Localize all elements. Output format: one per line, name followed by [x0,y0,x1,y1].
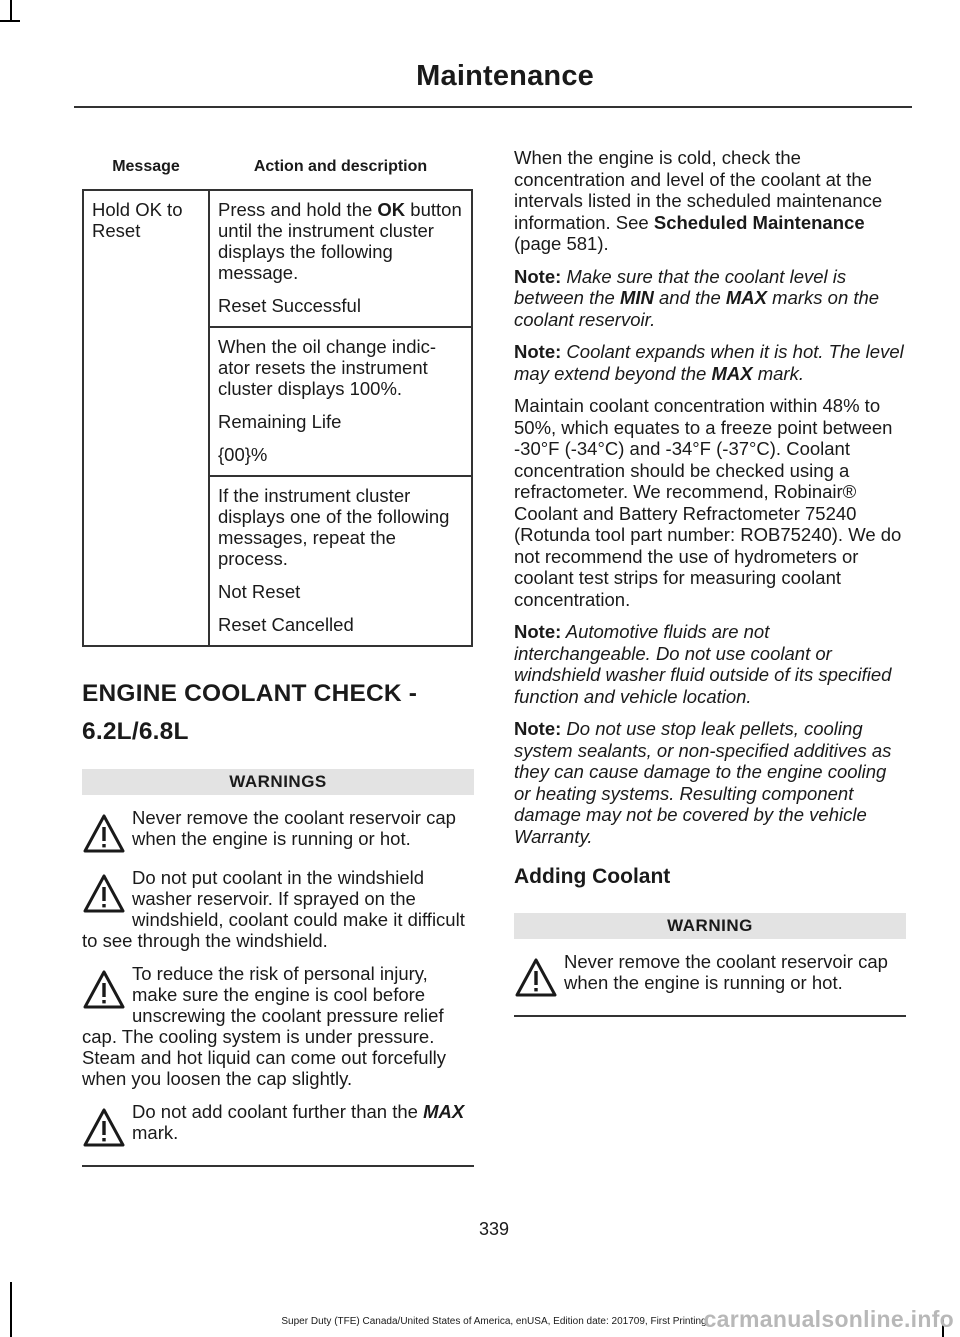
action-cell [209,327,472,476]
action-text: When the oil change indic-ator resets the instrument cluster displays 100%. [218,336,437,399]
note-label: Note: [514,341,562,362]
text: Press and hold the [218,199,378,220]
display-message: {00}% [218,444,268,465]
note-text: Do not use stop leak pellets, cooling system sealants, or non-specified additives as they can cause damage to the engine cooling or heating systems. Resulting component damage may not be covered by the vehicle Warranty. [514,718,892,847]
note-text: Coolant expands when it is hot. The level may extend beyond the [514,341,904,384]
table-row [83,190,472,327]
warning-item [82,963,474,1089]
subsection-title: Adding Coolant [514,865,671,888]
header-rule [74,106,912,108]
note [514,266,906,331]
crop-mark [10,0,12,20]
table-header-message: Message [83,142,209,190]
cross-reference-link[interactable]: Scheduled Maintenance [653,211,865,233]
note [514,718,906,847]
section-title [82,677,474,749]
warning-triangle-icon [82,813,126,855]
warning-text: Do not put coolant in the windshield washer reservoir. If sprayed on the windshield, coolant could make it difficult to see through the windshield. [82,867,465,951]
right-column [514,147,906,1017]
crop-mark [10,1282,12,1337]
warnings-heading: WARNINGS [82,769,474,795]
display-message: Reset Successful [218,295,361,316]
paragraph: Maintain coolant concentration within 48% to 50%, which equates to a freeze point between -30°F (-34°C) and -34°F (-37°C). Coolant concentration should be checked using a refractometer. We recommend, Robinair® Coolant and Battery Refractometer 75240 (Rotunda tool part number: ROB75240). We do not recommend the use of hydrometers or coolant test strips for measuring coolant concentration. [514,395,902,610]
table-header-action: Action and description [209,142,472,190]
section-title-line: 6.2L/6.8L [82,718,189,745]
text: When the engine is cold, check the concentration and level of the coolant at the intervals listed in the scheduled maintenance information. See [514,147,883,233]
warning-text: Never remove the coolant reservoir cap when the engine is running or hot. [564,951,888,993]
ok-bold: OK [377,199,406,220]
warning-text: mark. [132,1122,179,1143]
note-text: mark. [752,362,804,384]
left-column [82,142,474,1167]
note [514,621,906,707]
watermark: carmanualsonline.info [703,1306,954,1332]
action-cell [209,190,472,327]
note-text: and the [653,287,726,308]
min-bold: MIN [619,287,654,308]
note-label: Note: [514,718,562,739]
page-title: Maintenance [416,60,594,92]
text: button until the instrument cluster displays the following message. [218,199,462,283]
text: (page 581). [514,233,609,254]
footer-text: Super Duty (TFE) Canada/United States of America, enUSA, Edition date: 201709, First Printing [281,1316,707,1327]
display-message: Remaining Life [218,411,342,432]
crop-mark [0,20,20,22]
note-label: Note: [514,621,562,642]
page-number: 339 [478,1219,510,1239]
max-bold: MAX [423,1101,465,1122]
warning-item [82,867,474,951]
warning-heading: WARNING [514,913,906,939]
max-bold: MAX [711,362,753,384]
message-cell: Hold OK to Reset [83,190,209,646]
warning-triangle-icon [82,873,126,915]
warning-text: To reduce the risk of personal injury, make sure the engine is cool before unscrewing the coolant pressure relief cap. The cooling system is under pressure. Steam and hot liquid can come out forcefully when you loosen the cap slightly. [82,963,447,1089]
warning-end-rule [514,1015,906,1017]
action-text [218,199,465,283]
display-message: Not Reset [218,581,301,602]
warning-item [514,951,906,999]
paragraph [514,147,906,255]
warning-triangle-icon [82,969,126,1011]
warning-text: Do not add coolant further than the [132,1101,424,1122]
display-message: Reset Cancelled [218,614,354,635]
max-bold: MAX [725,287,768,308]
section-title-line: ENGINE COOLANT CHECK - [82,680,418,707]
warning-item [82,807,474,855]
warnings-end-rule [82,1165,474,1167]
note [514,341,906,384]
warning-triangle-icon [82,1107,126,1149]
note-text: Make sure that the coolant level is between the [514,265,847,308]
note-text: Automotive fluids are not interchangeable. Do not use coolant or windshield washer fluid outside of its specified function and vehicle location. [514,621,892,707]
warning-text: Never remove the coolant reservoir cap when the engine is running or hot. [132,807,456,849]
warning-triangle-icon [514,957,558,999]
note-text: marks on the coolant reservoir. [514,287,880,330]
note-label: Note: [514,265,562,287]
message-table [82,142,473,647]
action-text: If the instrument cluster displays one of the following messages, repeat the process. [218,485,450,569]
action-cell [209,476,472,646]
warning-item [82,1101,474,1149]
